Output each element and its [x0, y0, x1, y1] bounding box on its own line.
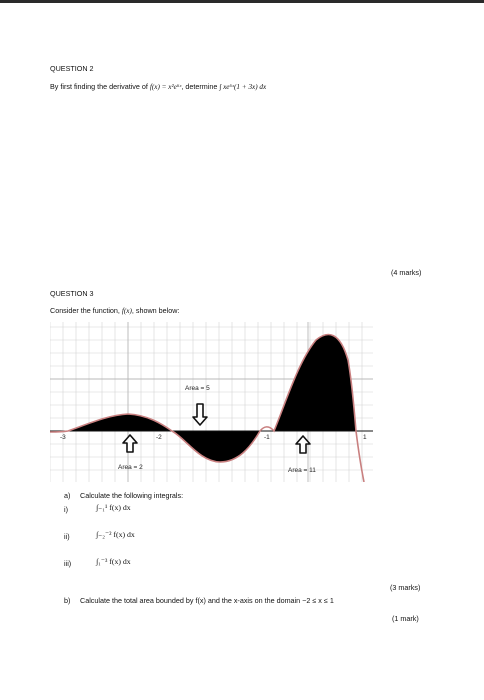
q2-prompt-text: By first finding the derivative of: [50, 82, 148, 91]
top-border: [0, 0, 484, 3]
part-b-letter: b): [64, 596, 71, 605]
part-a-text: Calculate the following integrals:: [80, 491, 184, 500]
q2-function-definition: f(x) = x²e⁶ˣ: [149, 83, 182, 91]
arrow-up-left-icon: [123, 435, 137, 452]
function-graph: [50, 322, 373, 482]
area-label-right: Area = 11: [288, 467, 316, 474]
integral-i-number: i): [64, 505, 68, 514]
q3-intro-function: f(x): [121, 307, 132, 315]
q2-prompt-mid: , determine: [181, 82, 218, 91]
part-b-text: Calculate the total area bounded by f(x) and the x-axis on the domain −2 ≤ x ≤ 1: [80, 596, 334, 605]
q2-prompt: [50, 82, 266, 91]
tick-label-1: 1: [363, 434, 367, 441]
integral-ii-number: ii): [64, 532, 70, 541]
part-a-marks: (3 marks): [390, 583, 421, 592]
arrow-down-middle-icon: [193, 404, 207, 425]
tick-label-neg1: -1: [264, 434, 270, 441]
part-a-letter: a): [64, 491, 71, 500]
area-label-left: Area = 2: [118, 464, 143, 471]
shaded-region-middle: [172, 431, 260, 462]
area-label-middle: Area = 5: [185, 385, 210, 392]
q2-heading: QUESTION 2: [50, 64, 94, 73]
q2-marks: (4 marks): [391, 268, 422, 277]
integral-ii-expression: ∫₋₂⁻² f(x) dx: [96, 530, 135, 539]
integral-i-expression: ∫₋₁¹ f(x) dx: [96, 503, 131, 512]
tick-label-neg2: -2: [156, 434, 162, 441]
part-b-marks: (1 mark): [392, 614, 419, 623]
q3-intro-text: Consider the function,: [50, 306, 120, 315]
integral-iii-expression: ∫₁⁻³ f(x) dx: [96, 557, 131, 566]
q2-integral-expression: ∫ xe⁶ˣ(1 + 3x) dx: [219, 83, 267, 91]
shaded-region-left: [68, 414, 172, 431]
q3-heading: QUESTION 3: [50, 289, 94, 298]
q3-intro: [50, 306, 179, 315]
q3-intro-suffix: , shown below:: [131, 306, 180, 315]
tick-label-neg3: -3: [60, 434, 66, 441]
integral-iii-number: iii): [64, 559, 72, 568]
